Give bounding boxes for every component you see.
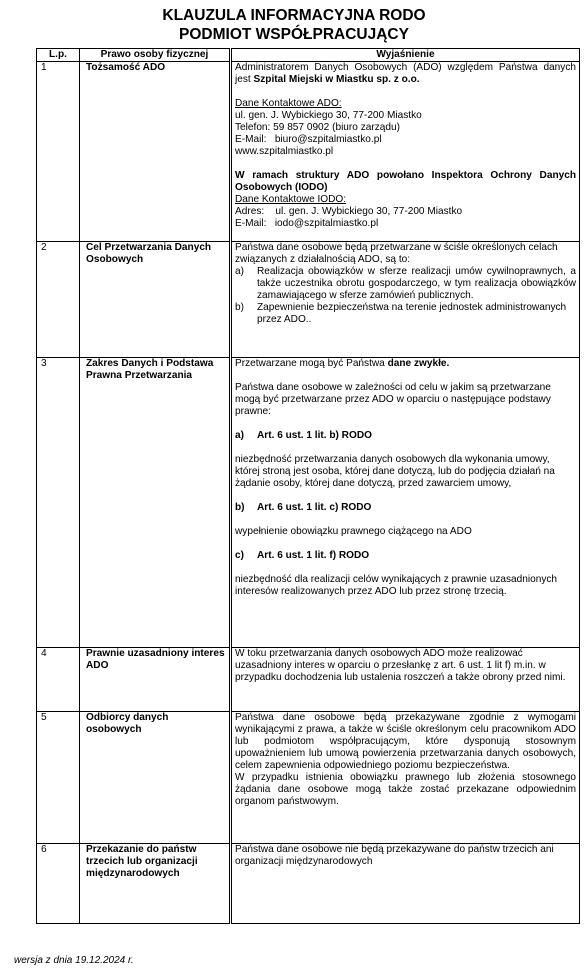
table-row: [37, 712, 580, 844]
legal-basis-intro: Państwa dane osobowe w zależności od celu w jakim są przetwarzane mogą być przetwarzane przez ADO w oparciu o następujące podstawy prawne:: [235, 382, 551, 417]
recipients-text: Państwa dane osobowe będą przekazywane zgodnie z wymogami wynikającymi z prawa, a także w ściśle określonym celu pracownikom ADO lub podmiotom współpracującym, które dysponują stosownym upoważnieniem lub umową powierzenia przetwarzania danych osobowych, celem zapewnienia odpowiedniego poziomu bezpieczeństwa.: [235, 712, 576, 771]
iodo-contact-heading: Dane Kontaktowe IODO:: [235, 194, 347, 205]
recipients-authorities-text: W przypadku istnienia obowiązku prawnego lub złożenia stosownego żądania dane osobowe mogą także zostać przekazane odpowiednim organom państwowym.: [235, 772, 576, 807]
list-marker: b): [235, 302, 244, 313]
row-number: 5: [37, 712, 80, 844]
iodo-heading: W ramach struktury ADO powołano Inspektora Ochrony Danych Osobowych (IODO): [235, 170, 576, 193]
row-number: 4: [37, 648, 80, 712]
ado-intro: [235, 62, 576, 86]
row-explanation: [231, 62, 580, 242]
ado-name: Szpital Miejski w Miastku sp. z o.o.: [253, 74, 420, 85]
table-row: [37, 242, 580, 358]
list-marker: a): [235, 266, 244, 277]
list-item: [235, 266, 576, 302]
list-title: Art. 6 ust. 1 lit. f) RODO: [257, 550, 370, 561]
third-country-text: Państwa dane osobowe nie będą przekazywane do państw trzecich ani organizacji międzynarodowych: [235, 844, 554, 867]
row-explanation: [231, 242, 580, 358]
table-header-row: [37, 49, 580, 62]
ado-contact-heading: Dane Kontaktowe ADO:: [235, 98, 342, 109]
row-number: 3: [37, 358, 80, 648]
row-number: 1: [37, 62, 80, 242]
legal-basis-text: niezbędność dla realizacji celów wynikających z prawnie uzasadnionych interesów realizowanych przez ADO lub przez stronę trzecią.: [235, 574, 558, 597]
header-lp: L.p.: [37, 49, 80, 62]
legal-basis-title: [235, 550, 576, 562]
row-explanation: [231, 648, 580, 712]
table-row: [37, 62, 580, 242]
legal-basis-text: niezbędność przetwarzania danych osobowych dla wykonania umowy, której stroną jest osoba, której dane dotyczą, lub do podjęcia działań na żądanie osoby, której dane dotyczą, przed zawarciem umowy,: [235, 454, 555, 489]
table-row: [37, 648, 580, 712]
legal-basis-title: [235, 430, 576, 442]
list-marker: b): [235, 502, 245, 513]
purpose-intro: Państwa dane osobowe będą przetwarzane w ściśle określonych celach związanych z działalnością ADO, są to:: [235, 242, 558, 265]
document-title: KLAUZULA INFORMACYJNA RODO: [162, 7, 426, 24]
document-subtitle: PODMIOT WSPÓŁPRACUJĄCY: [179, 26, 409, 43]
row-explanation: [231, 712, 580, 844]
iodo-email: E-Mail: iodo@szpitalmiastko.pl: [235, 218, 379, 229]
list-text: Zapewnienie bezpieczeństwa na terenie jednostek administrowanych przez ADO..: [257, 302, 567, 325]
rodo-table: [36, 48, 580, 924]
legal-basis-title: [235, 502, 576, 514]
iodo-address: Adres: ul. gen. J. Wybickiego 30, 77-200 Miastko: [235, 206, 463, 217]
row-number: 2: [37, 242, 80, 358]
list-marker: a): [235, 430, 244, 441]
row-topic: Przekazanie do państw trzecich lub organizacji międzynarodowych: [80, 844, 231, 924]
version-footer: wersja z dnia 19.12.2024 r.: [14, 955, 134, 966]
data-scope-intro: [235, 358, 576, 370]
row-topic: Odbiorcy danych osobowych: [80, 712, 231, 844]
list-title: Art. 6 ust. 1 lit. b) RODO: [257, 430, 372, 441]
row-topic: Zakres Danych i Podstawa Prawna Przetwarzania: [80, 358, 231, 648]
header-right: Prawo osoby fizycznej: [80, 49, 231, 62]
row-topic: Tożsamość ADO: [80, 62, 231, 242]
data-scope-text: Przetwarzane mogą być Państwa: [235, 358, 388, 369]
row-topic: Prawnie uzasadniony interes ADO: [80, 648, 231, 712]
list-title: Art. 6 ust. 1 lit. c) RODO: [257, 502, 372, 513]
list-text: Realizacja obowiązków w sferze realizacji umów cywilnoprawnych, a także uczestnika obrotu gospodarczego, w tym realizacja obowiązków zamawiającego w sferze zamówień publicznych.: [257, 266, 576, 301]
ado-email: E-Mail: biuro@szpitalmiastko.pl: [235, 134, 382, 145]
ado-website: www.szpitalmiastko.pl: [235, 146, 334, 157]
ado-address: ul. gen. J. Wybickiego 30, 77-200 Miastko: [235, 110, 422, 121]
data-scope-type: dane zwykłe.: [387, 358, 450, 369]
table-row: [37, 844, 580, 924]
row-number: 6: [37, 844, 80, 924]
row-topic: Cel Przetwarzania Danych Osobowych: [80, 242, 231, 358]
ado-phone: Telefon: 59 857 0902 (biuro zarządu): [235, 122, 400, 133]
ado-intro-text: Administratorem Danych Osobowych (ADO) względem Państwa danych jest: [235, 62, 576, 85]
list-item: [235, 302, 576, 326]
legal-basis-text: wypełnienie obowiązku prawnego ciążącego na ADO: [235, 526, 472, 537]
legitimate-interest-text: W toku przetwarzania danych osobowych ADO może realizować uzasadniony interes w oparciu o przesłankę z art. 6 ust. 1 lit f) m.in. w przypadku dochodzenia lub ustalenia roszczeń a także obrony przed nimi.: [235, 648, 566, 683]
header-explanation: Wyjaśnienie: [231, 49, 580, 62]
table-row: [37, 358, 580, 648]
row-explanation: [231, 358, 580, 648]
row-explanation: [231, 844, 580, 924]
list-marker: c): [235, 550, 244, 561]
